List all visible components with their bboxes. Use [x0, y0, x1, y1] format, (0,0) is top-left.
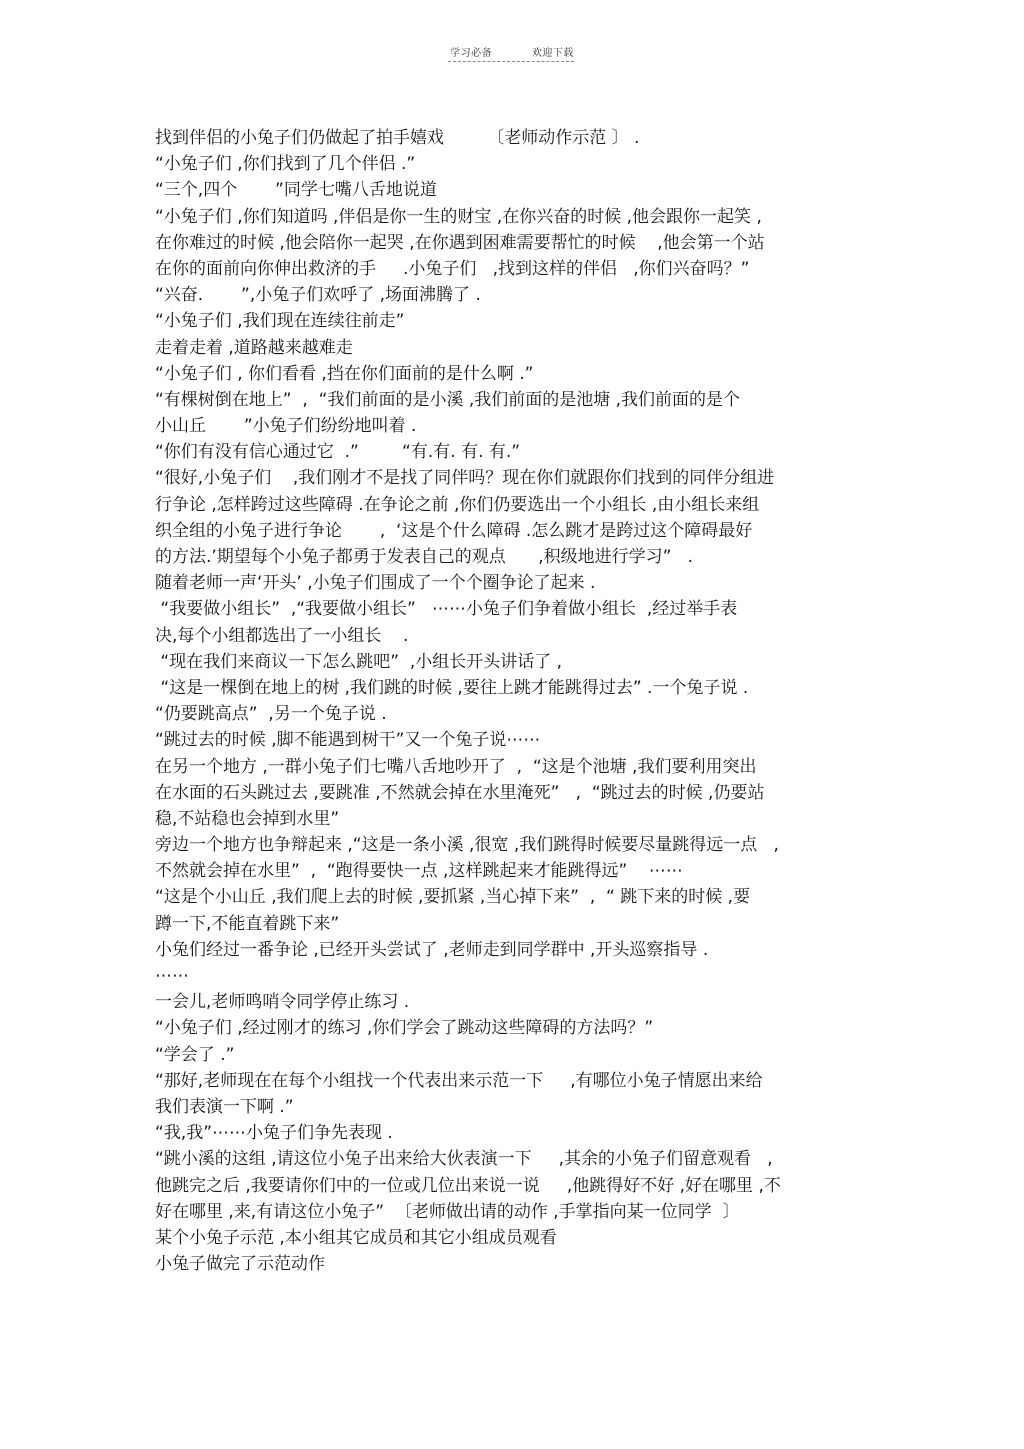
text-line: “小兔子们 ,你们知道吗 ,伴侣是你一生的财宝 ,在你兴奋的时候 ,他会跟你一起笑 ,: [155, 206, 762, 227]
text-line: 决,每个小组都选出了一小组长 .: [155, 625, 409, 646]
text-line: 他跳完之后 ,我要请你们中的一位或几位出来说一说 ,他跳得好不好 ,好在哪里 ,不: [155, 1175, 781, 1196]
text-line: 在水面的石头跳过去 ,要跳准 ,不然就会掉在水里淹死” , “跳过去的时候 ,仍要站: [155, 782, 765, 803]
text-line: 在另一个地方 ,一群小兔子们七嘴八舌地吵开了 , “这是个池塘 ,我们要利用突出: [155, 756, 757, 777]
text-line: “我要做小组长” ,“我要做小组长” ⋯⋯小兔子们争着做小组长 ,经过举手表: [155, 599, 738, 620]
text-line: “仍要跳高点” ,另一个兔子说 .: [155, 704, 387, 725]
text-line: 织全组的小兔子进行争论 , ‘这是个什么障碍 .怎么跳才是跨过这个障碍最好: [155, 520, 753, 541]
header-divider: [448, 61, 574, 62]
text-line: “兴奋. ”,小兔子们欢呼了 ,场面沸腾了 .: [155, 285, 481, 306]
text-line: 的方法.’期望每个小兔子都勇于发表自己的观点 ,积级地进行学习” .: [155, 547, 694, 567]
text-line: “三个,四个 ”同学七嘴八舌地说道: [155, 180, 437, 201]
text-line: 行争论 ,怎样跨过这些障碍 .在争论之前 ,你们仍要选出一个小组长 ,由小组长来组: [155, 494, 760, 515]
page-header: [0, 44, 1024, 59]
text-line: “跳过去的时候 ,脚不能遇到树干”又一个兔子说⋯⋯: [155, 730, 541, 751]
text-line: 一会儿,老师鸣哨令同学停止练习 .: [155, 992, 410, 1013]
text-line: “小兔子们 ,我们现在连续往前走”: [155, 311, 405, 332]
header-right-text: 欢迎下载: [531, 48, 574, 59]
text-line: “我,我”⋯⋯小兔子们争先表现 .: [155, 1123, 393, 1144]
document-body: [155, 125, 870, 1277]
text-line: “这是一棵倒在地上的树 ,我们跳的时候 ,要往上跳才能跳得过去” .一个兔子说 .: [155, 677, 749, 698]
text-line: “跳小溪的这组 ,请这位小兔子出来给大伙表演一下 ,其余的小兔子们留意观看 ,: [155, 1149, 773, 1170]
header-left-text: 学习必备: [450, 48, 493, 59]
text-line: 在你难过的时候 ,他会陪你一起哭 ,在你遇到困难需要帮忙的时候 ,他会第一个站: [155, 232, 765, 253]
text-line: 走着走着 ,道路越来越难走: [155, 337, 353, 358]
text-line: “很好,小兔子们 ,我们刚才不是找了同伴吗？现在你们就跟你们找到的同伴分组进: [155, 468, 775, 489]
text-line: 旁边一个地方也争辩起来 ,“这是一条小溪 ,很宽 ,我们跳得时候要尽量跳得远一点 ,: [155, 835, 779, 856]
text-line: “有棵树倒在地上” , “我们前面的是小溪 ,我们前面的是池塘 ,我们前面的是个: [155, 389, 741, 410]
text-line: 随着老师一声‘开头’ ,小兔子们围成了一个个圈争论了起来 .: [155, 573, 596, 594]
text-line: “现在我们来商议一下怎么跳吧” ,小组长开头讲话了 ,: [155, 651, 563, 672]
text-line: “这是个小山丘 ,我们爬上去的时候 ,要抓紧 ,当心掉下来” , “ 跳下来的时候 ,要: [155, 887, 751, 908]
text-line: “你们有没有信心通过它 .” “有.有. 有. 有.”: [155, 442, 521, 463]
text-line: 某个小兔子示范 ,本小组其它成员和其它小组成员观看: [155, 1227, 557, 1248]
text-line: 稳,不站稳也会掉到水里”: [155, 808, 340, 829]
text-line: “小兔子们 ,经过刚才的练习 ,你们学会了跳动这些障碍的方法吗？”: [155, 1018, 654, 1039]
text-line: “小兔子们 ,你们找到了几个伴侣 .”: [155, 154, 416, 175]
text-line: “小兔子们 , 你们看看 ,挡在你们面前的是什么啊 .”: [155, 363, 534, 384]
text-line: 小山丘 ”小兔子们纷纷地叫着 .: [155, 416, 417, 437]
text-line: 蹲一下,不能直着跳下来”: [155, 913, 340, 934]
text-line: 找到伴侣的小兔子们仍做起了拍手嬉戏 〔老师动作示范 〕 .: [155, 128, 640, 148]
text-line: 小兔们经过一番争论 ,已经开头尝试了 ,老师走到同学群中 ,开头巡察指导 .: [155, 939, 709, 960]
text-line: ⋯⋯: [155, 966, 189, 986]
text-line: 好在哪里 ,来,有请这位小兔子” 〔老师做出请的动作 ,手掌指向某一位同学 〕: [155, 1201, 740, 1222]
text-line: 不然就会掉在水里” , “跑得要快一点 ,这样跳起来才能跳得远” ⋯⋯: [155, 861, 683, 882]
text-line: 在你的面前向你伸出救济的手 .小兔子们 ,找到这样的伴侣 ,你们兴奋吗？”: [155, 258, 750, 279]
text-line: 我们表演一下啊 .”: [155, 1096, 294, 1117]
text-line: “那好,老师现在在每个小组找一个代表出来示范一下 ,有哪位小兔子情愿出来给: [155, 1070, 763, 1091]
text-line: “学会了 .”: [155, 1044, 235, 1065]
text-line: 小兔子做完了示范动作: [155, 1254, 325, 1275]
